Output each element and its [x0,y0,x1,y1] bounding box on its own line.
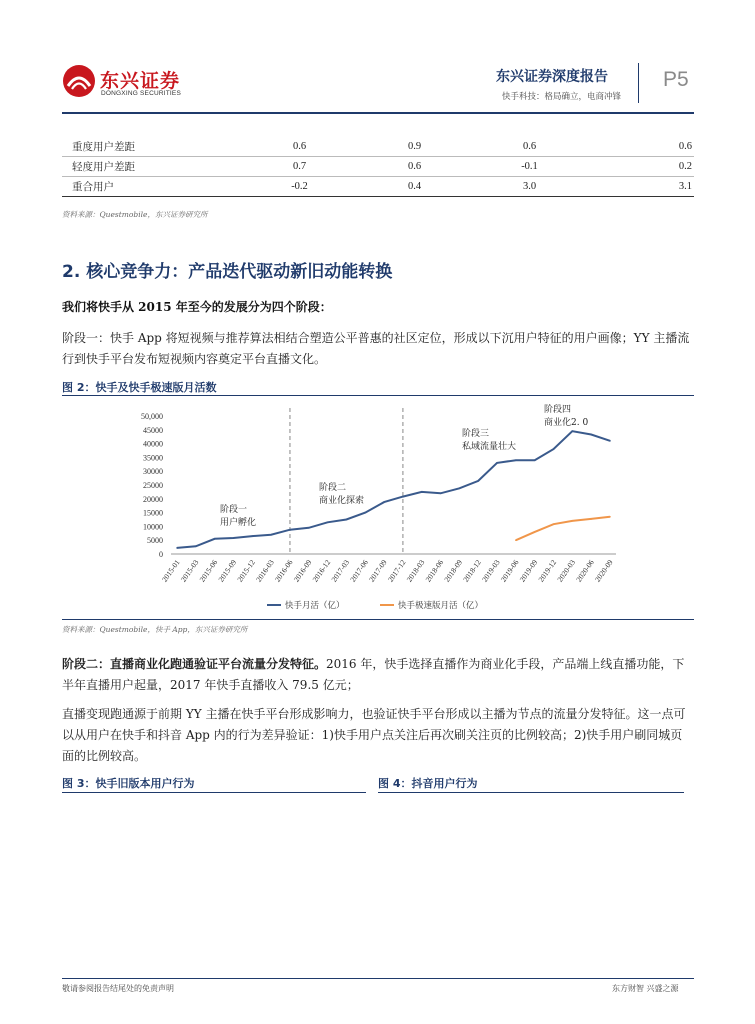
data-point [364,512,366,514]
stage-annotation: 阶段三 [462,429,490,439]
row-label: 重合用户 [62,177,242,197]
section-title: 2. 核心竞争力：产品迭代驱动新旧动能转换 [62,262,393,282]
report-subtitle: 快手科技：格局确立，电商冲锋 [502,92,622,102]
x-tick-label: 2020-09 [592,557,615,584]
x-tick-label: 2016-06 [272,557,295,584]
data-point [233,537,235,539]
data-point [553,448,555,450]
figure2-source-note: 资料来源：Questmobile，快手 App，东兴证券研究所 [62,625,248,634]
x-tick-label: 2015-12 [235,557,257,584]
y-tick-label: 20000 [143,494,163,504]
user-gap-table [62,137,694,197]
x-tick-label: 2016-09 [291,557,314,584]
figure2-bottom-rule [62,619,694,620]
table-cell: 0.6 [357,157,472,177]
figure2-rule [62,395,694,396]
data-point [590,518,592,520]
y-tick-label: 50,000 [141,412,163,421]
y-tick-label: 35000 [143,453,163,463]
table-cell: 0.6 [587,137,694,157]
y-tick-label: 5000 [147,536,163,546]
x-tick-label: 2017-03 [329,557,352,584]
mau-line-chart [62,400,694,618]
table-cell: 3.1 [587,177,694,197]
x-tick-label: 2018-12 [461,557,483,584]
table-cell: 0.4 [357,177,472,197]
page-number: P5 [663,68,689,91]
stage1-paragraph: 阶段一：快手 App 将短视频与推荐算法相结合塑造公平普惠的社区定位，形成以下沉用户特征的用户画像；YY 主播流行到快手平台发布短视频内容奠定平台直播文化。 [62,331,690,366]
table-row [62,157,694,177]
data-point [534,459,536,461]
data-point [477,480,479,482]
report-title: 东兴证券深度报告 [496,69,608,85]
data-point [176,547,178,549]
stage-annotation: 商业化2. 0 [544,418,589,428]
kuaishou-lite-mau-line [516,517,610,541]
x-tick-label: 2018-06 [423,557,446,584]
data-point [327,521,329,523]
x-tick-label: 2017-12 [385,557,408,584]
x-tick-label: 2018-03 [404,557,427,584]
y-tick-label: 0 [159,550,163,559]
data-point [289,529,291,531]
figure2-title: 图 2：快手及快手极速版月活数 [62,381,217,394]
header-divider [638,63,639,103]
kuaishou-mau-line [177,431,610,548]
data-point [553,523,555,525]
footer-disclaimer: 敬请参阅报告结尾处的免责声明 [62,984,174,993]
data-point [270,534,272,536]
x-tick-label: 2016-03 [254,557,276,584]
stage2-paragraph [62,654,694,696]
x-tick-label: 2019-03 [479,557,502,584]
header-rule [62,112,694,114]
table-cell: 0.7 [242,157,357,177]
data-point [459,488,461,490]
x-tick-label: 2020-03 [555,557,577,584]
dongxing-logo-icon [62,64,96,98]
x-tick-label: 2015-06 [197,557,220,584]
logo-subtext: DONGXING SECURITIES [101,90,182,97]
stage2-detail-paragraph: 直播变现跑通源于前期 YY 主播在快手平台形成影响力，也验证快手平台形成以主播为节点的流量分发特征。这一点可以从用户在快手和抖音 App 内的行为差异验证：1)快手用户点关注后再次刷关注页的比例较高；2)快手用户刷同城页面的比例较高。 [62,707,686,763]
legend-label: 快手月活（亿） [285,601,345,611]
data-point [346,519,348,521]
data-point [383,501,385,503]
x-tick-label: 2017-09 [367,557,389,584]
y-tick-label: 40000 [143,439,163,449]
figure4-title: 图 4：抖音用户行为 [378,777,478,790]
y-tick-label: 25000 [143,481,163,490]
data-point [402,496,404,498]
intro-bold: 我们将快手从 2015 年至今的发展分为四个阶段： [62,300,332,314]
stage2-text: 2016 年，快手选择直播作为商业化手段，产品端上线直播功能，下半年直播用户起量，2017 年快手直播收入 79.5 亿元； [62,657,685,692]
footer-slogan: 东方财智 兴盛之源 [612,984,679,993]
x-tick-label: 2015-03 [178,557,201,584]
x-tick-label: 2018-09 [442,557,465,584]
y-tick-label: 10000 [143,522,163,532]
data-point [572,520,574,522]
x-tick-label: 2016-12 [310,557,333,584]
data-point [308,527,310,529]
data-point [590,434,592,436]
stage-annotation: 私域流量壮大 [462,442,517,452]
y-tick-label: 15000 [143,508,163,518]
stage-annotation: 商业化探索 [319,496,365,506]
table-cell: 0.6 [242,137,357,157]
table-cell: -0.2 [242,177,357,197]
table-cell: 0.9 [357,137,472,157]
data-point [496,462,498,464]
stage-annotation: 阶段二 [319,483,347,493]
x-tick-label: 2017-06 [348,557,370,584]
x-tick-label: 2019-06 [498,557,521,584]
row-label: 重度用户差距 [62,137,242,157]
row-label: 轻度用户差距 [62,157,242,177]
figure4-rule [378,792,684,793]
data-point [195,545,197,547]
logo-text: 东兴证券 [100,70,181,92]
stage-annotation: 阶段一 [220,505,248,515]
data-point [572,430,574,432]
table-row [62,177,694,197]
x-tick-label: 2015-09 [216,557,239,584]
x-tick-label: 2019-09 [517,557,540,584]
data-point [421,491,423,493]
data-point [534,531,536,533]
y-tick-label: 45000 [143,425,163,435]
x-tick-label: 2020-06 [574,557,596,584]
table-cell: -0.1 [472,157,587,177]
figure3-rule [62,792,366,793]
legend-label: 快手极速版月活（亿） [398,601,484,611]
table-source-note: 资料来源：Questmobile，东兴证券研究所 [62,210,208,219]
table-row [62,137,694,157]
table-cell: 3.0 [472,177,587,197]
data-point [440,492,442,494]
data-point [609,516,611,518]
y-tick-label: 30000 [143,467,163,477]
stage-annotation: 用户孵化 [220,518,257,528]
data-point [515,459,517,461]
stage2-heading: 阶段二：直播商业化跑通验证平台流量分发特征。 [62,657,327,671]
stage-annotation: 阶段四 [544,405,572,415]
data-point [214,538,216,540]
data-point [515,539,517,541]
x-tick-label: 2019-12 [536,557,559,584]
footer-rule [62,978,694,979]
x-tick-label: 2015-01 [159,557,182,584]
data-point [609,440,611,442]
data-point [252,535,254,537]
figure3-title: 图 3：快手旧版本用户行为 [62,777,195,790]
table-cell: 0.2 [587,157,694,177]
table-cell: 0.6 [472,137,587,157]
